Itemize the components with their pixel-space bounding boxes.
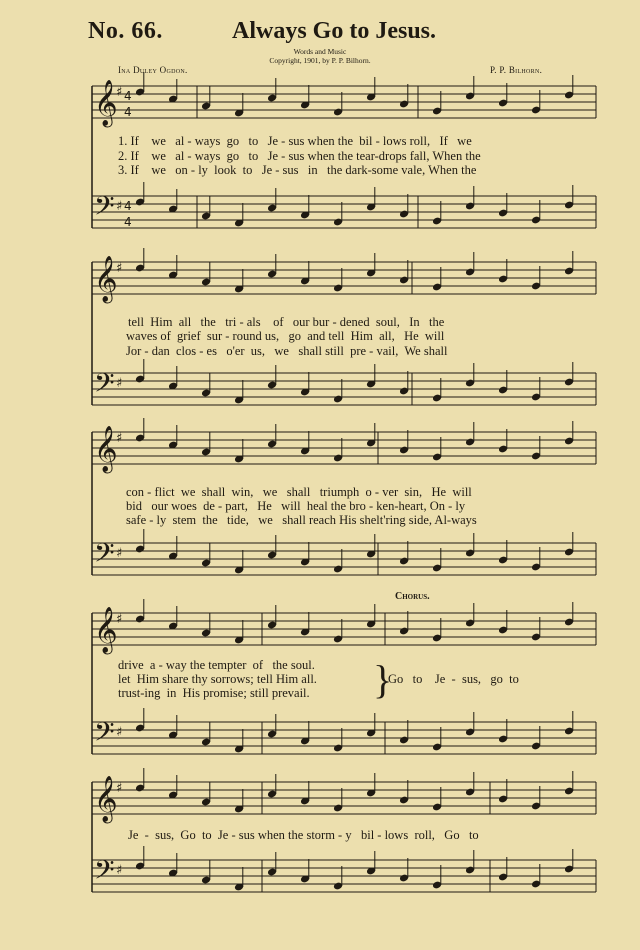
system3-treble-clef: 𝄞: [94, 426, 118, 472]
system4-treble-clef: 𝄞: [94, 607, 118, 653]
lyricist-name: Ina Duley Ogdon.: [118, 65, 188, 75]
hymn-title: Always Go to Jesus.: [232, 18, 437, 44]
system3-key-signature: ♯: [116, 431, 123, 446]
system5-bass-clef: 𝄢: [94, 854, 115, 892]
lyric-s4-v2: let Him share thy sorrows; tell Him all.: [118, 672, 317, 686]
system3-key-signature: ♯: [116, 546, 123, 561]
lyric-s1-v2: 2. If we al - ways go to Je - sus when the tear-drops fall, When the: [118, 149, 481, 163]
time-signature-top: 4: [124, 199, 132, 213]
credits-words-music: Words and Music: [293, 47, 347, 56]
system2-bass-clef: 𝄢: [94, 367, 115, 405]
credits-copyright: Copyright, 1901, by P. P. Bilhorn.: [269, 56, 371, 65]
lyric-s4-v3: trust-ing in His promise; still prevail.: [118, 686, 310, 700]
system5-key-signature: ♯: [116, 781, 123, 796]
lyric-s1-v1: 1. If we al - ways go to Je - sus when the bil - lows roll, If we: [118, 134, 472, 148]
lyric-chorus-line1: Go to Je - sus, go to: [388, 672, 519, 686]
system4-key-signature: ♯: [116, 612, 123, 627]
system2-treble-clef: 𝄞: [94, 256, 118, 302]
time-signature-bottom: 4: [124, 215, 132, 229]
lyric-s3-v3: safe - ly stem the tide, we shall reach His shelt'ring side, Al-ways: [126, 513, 477, 527]
lyric-s3-v2: bid our woes de - part, He will heal the bro - ken-heart, On - ly: [126, 499, 466, 513]
time-signature-bottom: 4: [124, 105, 132, 119]
lyric-s2-v2: waves of grief sur - round us, go and tell Him all, He will: [126, 329, 445, 343]
system1-key-signature: ♯: [116, 85, 123, 100]
system3-bass-clef: 𝄢: [94, 537, 115, 575]
lyric-s4-v1: drive a - way the tempter of the soul.: [118, 658, 315, 672]
system1-treble-clef: 𝄞: [94, 80, 118, 126]
system2-key-signature: ♯: [116, 376, 123, 391]
system4-bass-clef: 𝄢: [94, 716, 115, 754]
verse-bracket: }: [373, 657, 393, 702]
hymn-number: No. 66.: [88, 18, 163, 44]
lyric-s1-v3: 3. If we on - ly look to Je - sus in the dark-some vale, When the: [118, 163, 477, 177]
lyric-s2-v1: tell Him all the tri - als of our bur - dened soul, In the: [128, 315, 445, 329]
system5-key-signature: ♯: [116, 863, 123, 878]
time-signature-top: 4: [124, 89, 132, 103]
system4-key-signature: ♯: [116, 725, 123, 740]
system1-key-signature: ♯: [116, 199, 123, 214]
system5-treble-clef: 𝄞: [94, 776, 118, 822]
chorus-label: Chorus.: [395, 591, 430, 602]
composer-name: P. P. Bilhorn.: [490, 65, 543, 75]
system1-bass-clef: 𝄢: [94, 190, 115, 228]
lyric-s3-v1: con - flict we shall win, we shall triumph o - ver sin, He will: [126, 485, 472, 499]
lyric-s5: Je - sus, Go to Je - sus when the storm - y bil - lows roll, Go to: [128, 828, 479, 842]
lyric-s2-v3: Jor - dan clos - es o'er us, we shall still pre - vail, We shall: [126, 344, 448, 358]
system2-key-signature: ♯: [116, 261, 123, 276]
